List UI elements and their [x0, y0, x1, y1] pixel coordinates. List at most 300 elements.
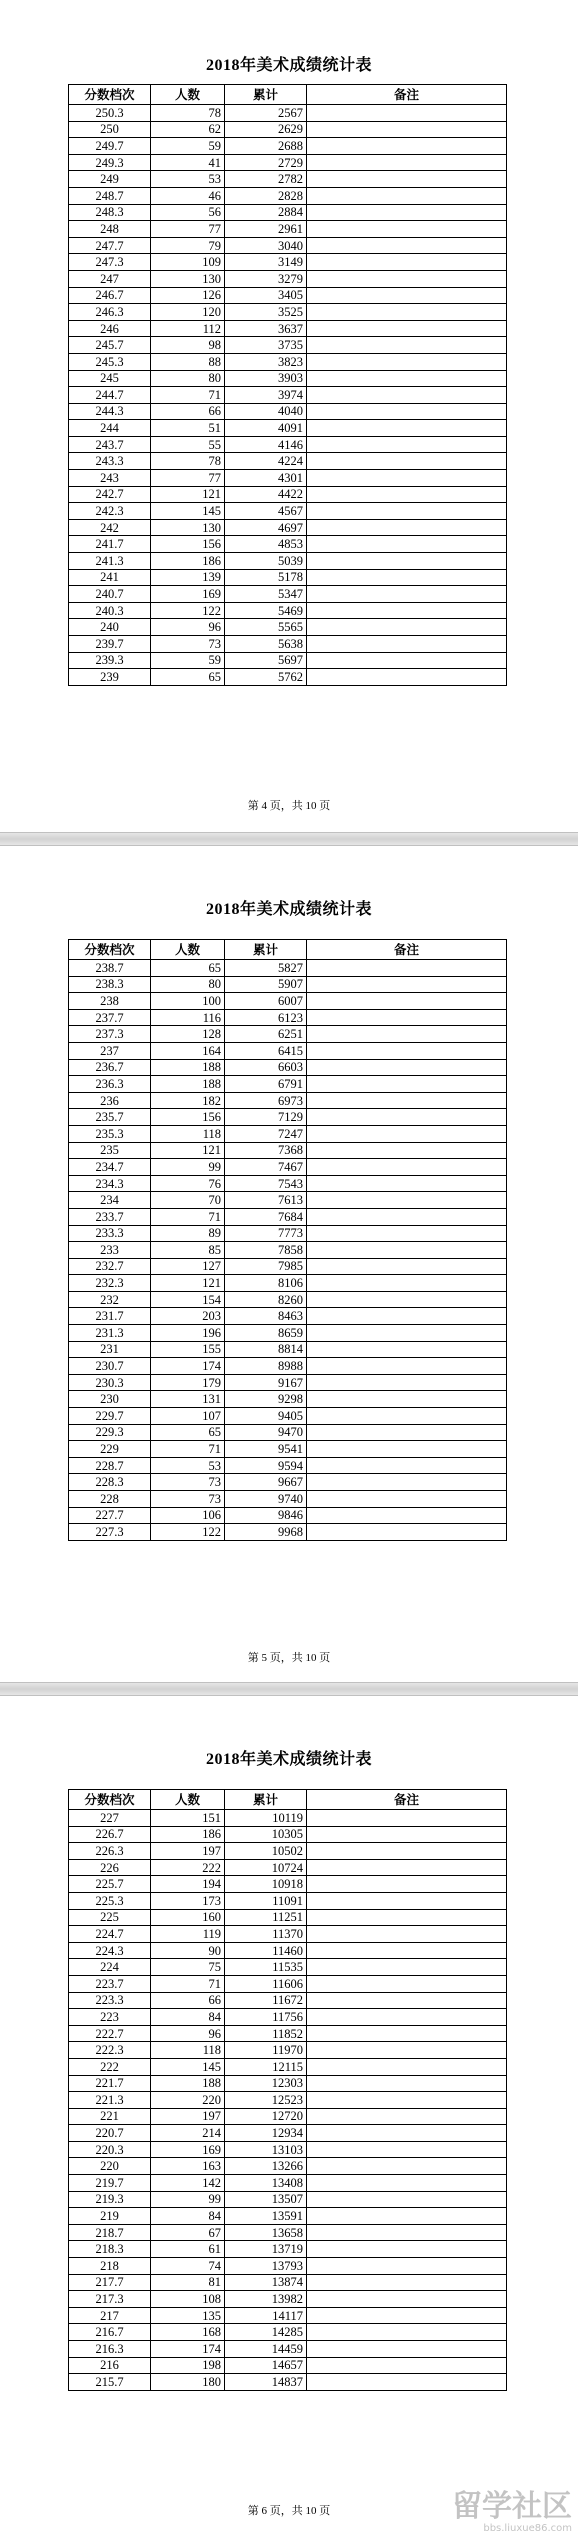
- score-cell: 250.3: [69, 105, 151, 122]
- remarks-cell: [307, 1457, 507, 1474]
- count-cell: 84: [151, 2208, 225, 2225]
- table-row: [69, 1026, 507, 1043]
- table-row: [69, 2092, 507, 2109]
- table-row: [69, 1192, 507, 1209]
- score-cell: 240.3: [69, 602, 151, 619]
- count-cell: 65: [151, 960, 225, 977]
- count-cell: 77: [151, 470, 225, 487]
- cumulative-cell: 2629: [225, 121, 307, 138]
- table-row: [69, 1175, 507, 1192]
- count-cell: 77: [151, 221, 225, 238]
- table-row: [69, 254, 507, 271]
- score-cell: 241.3: [69, 553, 151, 570]
- table-row: [69, 1826, 507, 1843]
- cumulative-cell: 5565: [225, 619, 307, 636]
- cumulative-cell: 3040: [225, 237, 307, 254]
- table-row: [69, 1491, 507, 1508]
- cumulative-cell: 11606: [225, 1975, 307, 1992]
- score-cell: 233: [69, 1242, 151, 1259]
- count-cell: 145: [151, 503, 225, 520]
- score-cell: 245.7: [69, 337, 151, 354]
- remarks-cell: [307, 1208, 507, 1225]
- table-row: [69, 1441, 507, 1458]
- table-row: [69, 2141, 507, 2158]
- remarks-cell: [307, 1275, 507, 1292]
- count-cell: 130: [151, 270, 225, 287]
- cumulative-cell: 7613: [225, 1192, 307, 1209]
- count-cell: 169: [151, 586, 225, 603]
- score-cell: 230.7: [69, 1358, 151, 1375]
- table-row: [69, 1308, 507, 1325]
- count-cell: 106: [151, 1507, 225, 1524]
- score-cell: 245.3: [69, 353, 151, 370]
- score-cell: 244: [69, 420, 151, 437]
- table-row: [69, 1291, 507, 1308]
- cumulative-cell: 9968: [225, 1524, 307, 1541]
- table-row: [69, 221, 507, 238]
- cumulative-cell: 13266: [225, 2158, 307, 2175]
- cumulative-cell: 7543: [225, 1175, 307, 1192]
- table-row: [69, 2058, 507, 2075]
- remarks-cell: [307, 204, 507, 221]
- table-row: [69, 1892, 507, 1909]
- score-cell: 250: [69, 121, 151, 138]
- score-cell: 243.3: [69, 453, 151, 470]
- remarks-cell: [307, 1374, 507, 1391]
- score-cell: 219.3: [69, 2191, 151, 2208]
- cumulative-cell: 11251: [225, 1909, 307, 1926]
- cumulative-cell: 3525: [225, 304, 307, 321]
- count-cell: 197: [151, 1843, 225, 1860]
- table-row: [69, 486, 507, 503]
- score-cell: 225.3: [69, 1892, 151, 1909]
- score-cell: 241: [69, 569, 151, 586]
- table-row: [69, 2208, 507, 2225]
- score-cell: 218.3: [69, 2241, 151, 2258]
- count-cell: 108: [151, 2291, 225, 2308]
- score-cell: 247.7: [69, 237, 151, 254]
- count-cell: 61: [151, 2241, 225, 2258]
- cumulative-cell: 7129: [225, 1109, 307, 1126]
- table-row: [69, 2341, 507, 2358]
- table-row: [69, 960, 507, 977]
- count-cell: 107: [151, 1408, 225, 1425]
- count-cell: 121: [151, 486, 225, 503]
- table-row: [69, 1524, 507, 1541]
- score-cell: 219.7: [69, 2175, 151, 2192]
- count-cell: 145: [151, 2058, 225, 2075]
- table-row: [69, 976, 507, 993]
- cumulative-cell: 11756: [225, 2009, 307, 2026]
- cumulative-cell: 7247: [225, 1125, 307, 1142]
- cumulative-cell: 12720: [225, 2108, 307, 2125]
- table-body: [69, 105, 507, 686]
- remarks-cell: [307, 270, 507, 287]
- cumulative-cell: 3279: [225, 270, 307, 287]
- table-row: [69, 1258, 507, 1275]
- remarks-cell: [307, 1975, 507, 1992]
- table-row: [69, 2307, 507, 2324]
- count-cell: 168: [151, 2324, 225, 2341]
- remarks-cell: [307, 2042, 507, 2059]
- score-cell: 217.7: [69, 2274, 151, 2291]
- cumulative-cell: 10918: [225, 1876, 307, 1893]
- cumulative-cell: 8659: [225, 1325, 307, 1342]
- count-cell: 100: [151, 993, 225, 1010]
- count-cell: 71: [151, 1975, 225, 1992]
- score-cell: 216.7: [69, 2324, 151, 2341]
- cumulative-cell: 7773: [225, 1225, 307, 1242]
- count-cell: 65: [151, 669, 225, 686]
- page-4: [0, 0, 578, 832]
- table-row: [69, 1457, 507, 1474]
- remarks-cell: [307, 1175, 507, 1192]
- table-row: [69, 1242, 507, 1259]
- score-cell: 246.3: [69, 304, 151, 321]
- table-row: [69, 204, 507, 221]
- cumulative-cell: 12523: [225, 2092, 307, 2109]
- score-cell: 226.7: [69, 1826, 151, 1843]
- score-cell: 231: [69, 1341, 151, 1358]
- score-cell: 247: [69, 270, 151, 287]
- cumulative-cell: 5697: [225, 652, 307, 669]
- cumulative-cell: 3149: [225, 254, 307, 271]
- score-cell: 215.7: [69, 2374, 151, 2391]
- cumulative-cell: 3974: [225, 387, 307, 404]
- count-cell: 88: [151, 353, 225, 370]
- score-cell: 237.7: [69, 1009, 151, 1026]
- table-row: [69, 1408, 507, 1425]
- cumulative-cell: 9470: [225, 1424, 307, 1441]
- remarks-cell: [307, 1491, 507, 1508]
- score-cell: 237.3: [69, 1026, 151, 1043]
- score-cell: 240.7: [69, 586, 151, 603]
- table-row: [69, 2291, 507, 2308]
- score-cell: 247.3: [69, 254, 151, 271]
- count-cell: 196: [151, 1325, 225, 1342]
- table-row: [69, 1208, 507, 1225]
- cumulative-cell: 12303: [225, 2075, 307, 2092]
- cumulative-cell: 3823: [225, 353, 307, 370]
- count-cell: 59: [151, 138, 225, 155]
- count-cell: 186: [151, 1826, 225, 1843]
- count-cell: 120: [151, 304, 225, 321]
- count-cell: 154: [151, 1291, 225, 1308]
- table-row: [69, 652, 507, 669]
- score-cell: 217: [69, 2307, 151, 2324]
- remarks-cell: [307, 1159, 507, 1176]
- cumulative-cell: 13658: [225, 2224, 307, 2241]
- score-cell: 232: [69, 1291, 151, 1308]
- remarks-cell: [307, 1391, 507, 1408]
- table-row: [69, 1076, 507, 1093]
- score-cell: 221.3: [69, 2092, 151, 2109]
- table-row: [69, 470, 507, 487]
- cumulative-cell: 9167: [225, 1374, 307, 1391]
- remarks-cell: [307, 1308, 507, 1325]
- score-cell: 230: [69, 1391, 151, 1408]
- count-cell: 126: [151, 287, 225, 304]
- score-cell: 236.7: [69, 1059, 151, 1076]
- remarks-cell: [307, 1826, 507, 1843]
- header-remarks: 备注: [307, 940, 507, 960]
- remarks-cell: [307, 237, 507, 254]
- cumulative-cell: 7467: [225, 1159, 307, 1176]
- count-cell: 155: [151, 1341, 225, 1358]
- cumulative-cell: 6791: [225, 1076, 307, 1093]
- count-cell: 99: [151, 1159, 225, 1176]
- count-cell: 174: [151, 2341, 225, 2358]
- remarks-cell: [307, 960, 507, 977]
- count-cell: 188: [151, 1059, 225, 1076]
- table-row: [69, 287, 507, 304]
- remarks-cell: [307, 1959, 507, 1976]
- cumulative-cell: 4853: [225, 536, 307, 553]
- remarks-cell: [307, 1026, 507, 1043]
- cumulative-cell: 13591: [225, 2208, 307, 2225]
- table-row: [69, 2324, 507, 2341]
- score-cell: 221.7: [69, 2075, 151, 2092]
- count-cell: 80: [151, 976, 225, 993]
- cumulative-cell: 11970: [225, 2042, 307, 2059]
- score-cell: 225.7: [69, 1876, 151, 1893]
- remarks-cell: [307, 287, 507, 304]
- score-cell: 249: [69, 171, 151, 188]
- cumulative-cell: 6007: [225, 993, 307, 1010]
- table-row: [69, 636, 507, 653]
- score-cell: 228.3: [69, 1474, 151, 1491]
- remarks-cell: [307, 2025, 507, 2042]
- table-row: [69, 619, 507, 636]
- score-cell: 227: [69, 1810, 151, 1827]
- score-cell: 239.3: [69, 652, 151, 669]
- score-cell: 229.3: [69, 1424, 151, 1441]
- count-cell: 96: [151, 2025, 225, 2042]
- remarks-cell: [307, 353, 507, 370]
- score-cell: 249.7: [69, 138, 151, 155]
- table-row: [69, 121, 507, 138]
- score-cell: 248.3: [69, 204, 151, 221]
- score-cell: 242: [69, 519, 151, 536]
- cumulative-cell: 6123: [225, 1009, 307, 1026]
- header-count: 人数: [151, 940, 225, 960]
- remarks-cell: [307, 2224, 507, 2241]
- table-row: [69, 1391, 507, 1408]
- table-row: [69, 1876, 507, 1893]
- table-row: [69, 304, 507, 321]
- count-cell: 197: [151, 2108, 225, 2125]
- cumulative-cell: 6251: [225, 1026, 307, 1043]
- table-row: [69, 1926, 507, 1943]
- cumulative-cell: 13793: [225, 2258, 307, 2275]
- remarks-cell: [307, 2258, 507, 2275]
- cumulative-cell: 6603: [225, 1059, 307, 1076]
- count-cell: 55: [151, 436, 225, 453]
- table-row: [69, 2274, 507, 2291]
- score-cell: 234: [69, 1192, 151, 1209]
- remarks-cell: [307, 2125, 507, 2142]
- page-footer: 第 4 页，共 10 页: [247, 800, 331, 812]
- remarks-cell: [307, 387, 507, 404]
- count-cell: 73: [151, 1491, 225, 1508]
- header-score: 分数档次: [69, 940, 151, 960]
- score-cell: 223.7: [69, 1975, 151, 1992]
- remarks-cell: [307, 2141, 507, 2158]
- score-cell: 217.3: [69, 2291, 151, 2308]
- table-row: [69, 105, 507, 122]
- score-cell: 243.7: [69, 436, 151, 453]
- cumulative-cell: 9405: [225, 1408, 307, 1425]
- table-row: [69, 1424, 507, 1441]
- table-row: [69, 2042, 507, 2059]
- cumulative-cell: 4224: [225, 453, 307, 470]
- table-row: [69, 2357, 507, 2374]
- count-cell: 128: [151, 1026, 225, 1043]
- header-remarks: 备注: [307, 85, 507, 105]
- score-cell: 242.3: [69, 503, 151, 520]
- count-cell: 121: [151, 1275, 225, 1292]
- remarks-cell: [307, 1325, 507, 1342]
- cumulative-cell: 5827: [225, 960, 307, 977]
- table-row: [69, 2025, 507, 2042]
- remarks-cell: [307, 586, 507, 603]
- count-cell: 160: [151, 1909, 225, 1926]
- remarks-cell: [307, 2341, 507, 2358]
- remarks-cell: [307, 2307, 507, 2324]
- remarks-cell: [307, 105, 507, 122]
- remarks-cell: [307, 221, 507, 238]
- cumulative-cell: 13982: [225, 2291, 307, 2308]
- score-cell: 237: [69, 1042, 151, 1059]
- table-header-row: [69, 1790, 507, 1810]
- table-body: [69, 1810, 507, 2391]
- count-cell: 214: [151, 2125, 225, 2142]
- remarks-cell: [307, 1992, 507, 2009]
- table-row: [69, 387, 507, 404]
- cumulative-cell: 8814: [225, 1341, 307, 1358]
- cumulative-cell: 10119: [225, 1810, 307, 1827]
- remarks-cell: [307, 304, 507, 321]
- count-cell: 182: [151, 1092, 225, 1109]
- remarks-cell: [307, 1092, 507, 1109]
- remarks-cell: [307, 669, 507, 686]
- count-cell: 53: [151, 1457, 225, 1474]
- count-cell: 118: [151, 2042, 225, 2059]
- table-row: [69, 519, 507, 536]
- remarks-cell: [307, 2208, 507, 2225]
- cumulative-cell: 5469: [225, 602, 307, 619]
- cumulative-cell: 11672: [225, 1992, 307, 2009]
- remarks-cell: [307, 553, 507, 570]
- table-row: [69, 1059, 507, 1076]
- score-cell: 240: [69, 619, 151, 636]
- score-cell: 245: [69, 370, 151, 387]
- count-cell: 163: [151, 2158, 225, 2175]
- cumulative-cell: 9667: [225, 1474, 307, 1491]
- score-cell: 229: [69, 1441, 151, 1458]
- cumulative-cell: 5039: [225, 553, 307, 570]
- cumulative-cell: 13507: [225, 2191, 307, 2208]
- count-cell: 71: [151, 1441, 225, 1458]
- remarks-cell: [307, 569, 507, 586]
- score-cell: 216: [69, 2357, 151, 2374]
- remarks-cell: [307, 420, 507, 437]
- table-row: [69, 536, 507, 553]
- table-row: [69, 1042, 507, 1059]
- count-cell: 46: [151, 187, 225, 204]
- count-cell: 89: [151, 1225, 225, 1242]
- page-divider: [0, 832, 578, 846]
- score-cell: 238: [69, 993, 151, 1010]
- remarks-cell: [307, 1125, 507, 1142]
- remarks-cell: [307, 337, 507, 354]
- remarks-cell: [307, 121, 507, 138]
- cumulative-cell: 3735: [225, 337, 307, 354]
- table-row: [69, 602, 507, 619]
- table-row: [69, 1942, 507, 1959]
- cumulative-cell: 2688: [225, 138, 307, 155]
- table-row: [69, 1975, 507, 1992]
- count-cell: 78: [151, 105, 225, 122]
- cumulative-cell: 2884: [225, 204, 307, 221]
- score-cell: 231.3: [69, 1325, 151, 1342]
- remarks-cell: [307, 2191, 507, 2208]
- remarks-cell: [307, 1358, 507, 1375]
- table-row: [69, 2158, 507, 2175]
- remarks-cell: [307, 138, 507, 155]
- cumulative-cell: 14117: [225, 2307, 307, 2324]
- count-cell: 80: [151, 370, 225, 387]
- cumulative-cell: 10724: [225, 1859, 307, 1876]
- score-cell: 243: [69, 470, 151, 487]
- remarks-cell: [307, 1408, 507, 1425]
- count-cell: 220: [151, 2092, 225, 2109]
- score-table: [68, 1789, 507, 2391]
- remarks-cell: [307, 636, 507, 653]
- count-cell: 75: [151, 1959, 225, 1976]
- score-cell: 224.7: [69, 1926, 151, 1943]
- remarks-cell: [307, 536, 507, 553]
- count-cell: 99: [151, 2191, 225, 2208]
- count-cell: 118: [151, 1125, 225, 1142]
- remarks-cell: [307, 602, 507, 619]
- header-cumulative: 累计: [225, 1790, 307, 1810]
- count-cell: 180: [151, 2374, 225, 2391]
- remarks-cell: [307, 1876, 507, 1893]
- remarks-cell: [307, 976, 507, 993]
- count-cell: 131: [151, 1391, 225, 1408]
- remarks-cell: [307, 1926, 507, 1943]
- watermark-main: 留学社区: [452, 2489, 572, 2524]
- remarks-cell: [307, 1192, 507, 1209]
- table-row: [69, 503, 507, 520]
- table-row: [69, 669, 507, 686]
- count-cell: 56: [151, 204, 225, 221]
- count-cell: 130: [151, 519, 225, 536]
- score-cell: 218: [69, 2258, 151, 2275]
- cumulative-cell: 11370: [225, 1926, 307, 1943]
- remarks-cell: [307, 1524, 507, 1541]
- count-cell: 53: [151, 171, 225, 188]
- score-cell: 222.7: [69, 2025, 151, 2042]
- watermark-sub: bbs.liuxue86.com: [483, 2523, 572, 2534]
- score-cell: 238.3: [69, 976, 151, 993]
- cumulative-cell: 5178: [225, 569, 307, 586]
- cumulative-cell: 10502: [225, 1843, 307, 1860]
- header-score: 分数档次: [69, 1790, 151, 1810]
- count-cell: 41: [151, 154, 225, 171]
- remarks-cell: [307, 171, 507, 188]
